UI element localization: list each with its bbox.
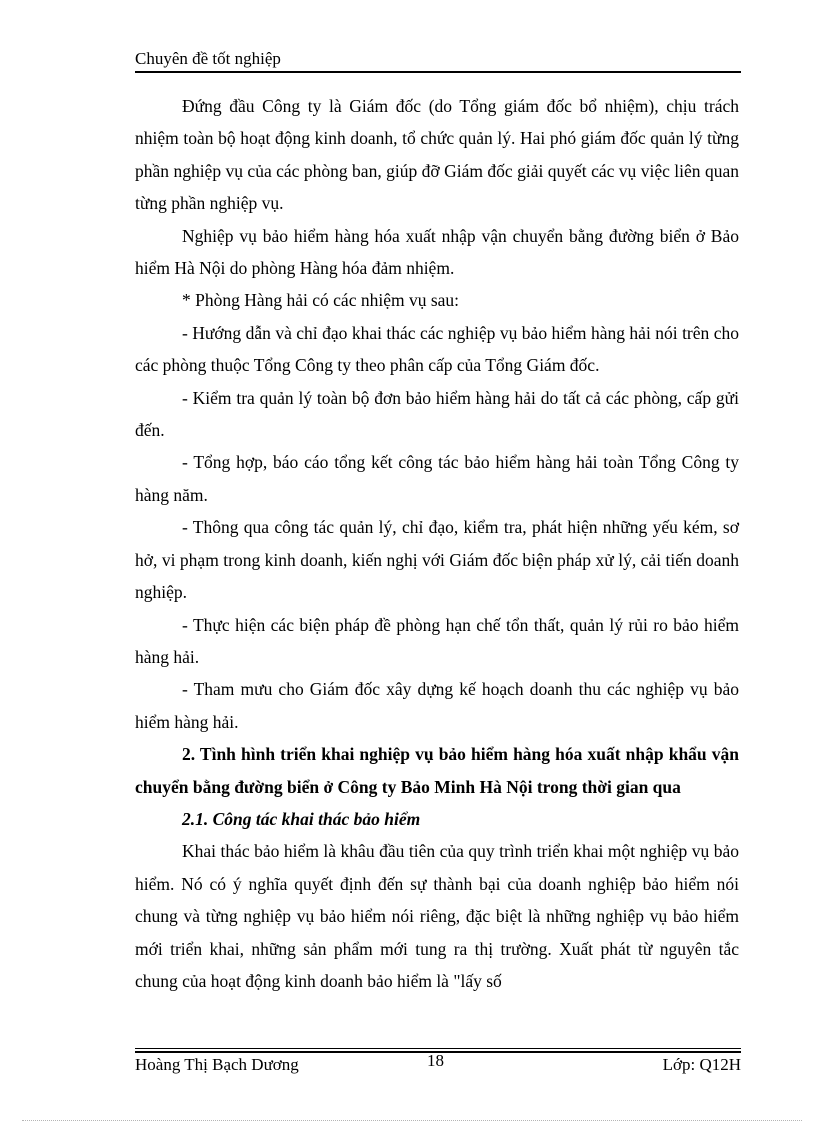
subsection-heading: 2.1. Công tác khai thác bảo hiểm xyxy=(182,808,421,829)
document-body xyxy=(135,90,739,997)
paragraph: Nghiệp vụ bảo hiểm hàng hóa xuất nhập vận chuyển bằng đường biển ở Bảo hiểm Hà Nội do phòng Hàng hóa đảm nhiệm. xyxy=(135,225,739,279)
paragraph: - Thông qua công tác quản lý, chỉ đạo, kiểm tra, phát hiện những yếu kém, sơ hở, vi phạm trong kinh doanh, kiến nghị với Giám đốc biện pháp xử lý, cải tiến doanh nghiệp. xyxy=(135,517,739,603)
page-header-title: Chuyên đề tốt nghiệp xyxy=(135,49,281,68)
paragraph: * Phòng Hàng hải có các nhiệm vụ sau: xyxy=(182,290,460,311)
paragraph: - Tham mưu cho Giám đốc xây dựng kế hoạch doanh thu các nghiệp vụ bảo hiểm hàng hải. xyxy=(135,679,739,732)
page-boundary-line xyxy=(22,1120,802,1121)
header-rule xyxy=(135,71,741,73)
paragraph: - Hướng dẫn và chỉ đạo khai thác các nghiệp vụ bảo hiểm hàng hải nói trên cho các phòng thuộc Tổng Công ty theo phân cấp của Tổng Giám đốc. xyxy=(135,322,739,376)
paragraph: - Tổng hợp, báo cáo tổng kết công tác bảo hiểm hàng hải toàn Tổng Công ty hàng năm. xyxy=(135,452,739,505)
paragraph: - Kiểm tra quản lý toàn bộ đơn bảo hiểm hàng hải do tất cả các phòng, cấp gửi đến. xyxy=(135,387,739,441)
footer-page-number: 18 xyxy=(427,1051,444,1070)
footer-class: Lớp: Q12H xyxy=(662,1055,741,1074)
section-heading: 2. Tình hình triển khai nghiệp vụ bảo hiểm hàng hóa xuất nhập khẩu vận chuyển bằng đường biển ở Công ty Bảo Minh Hà Nội trong thời gian qua xyxy=(135,744,739,797)
paragraph: Đứng đầu Công ty là Giám đốc (do Tổng giám đốc bổ nhiệm), chịu trách nhiệm toàn bộ hoạt động kinh doanh, tổ chức quản lý. Hai phó giám đốc quản lý từng phần nghiệp vụ của các phòng ban, giúp đỡ Giám đốc giải quyết các vụ việc liên quan từng phần nghiệp vụ. xyxy=(135,96,739,214)
paragraph: Khai thác bảo hiểm là khâu đầu tiên của quy trình triển khai một nghiệp vụ bảo hiểm. Nó có ý nghĩa quyết định đến sự thành bại của doanh nghiệp bảo hiểm nói chung và từng nghiệp vụ bảo hiểm nói riêng, đặc biệt là những nghiệp vụ bảo hiểm mới triển khai, những sản phẩm mới tung ra thị trường. Xuất phát từ nguyên tắc chung của hoạt động kinh doanh bảo hiểm là "lấy số xyxy=(135,841,739,991)
footer-author: Hoàng Thị Bạch Dương xyxy=(135,1055,299,1074)
page-footer xyxy=(135,1053,741,1077)
paragraph: - Thực hiện các biện pháp đề phòng hạn chế tổn thất, quản lý rủi ro bảo hiểm hàng hải. xyxy=(135,614,739,667)
